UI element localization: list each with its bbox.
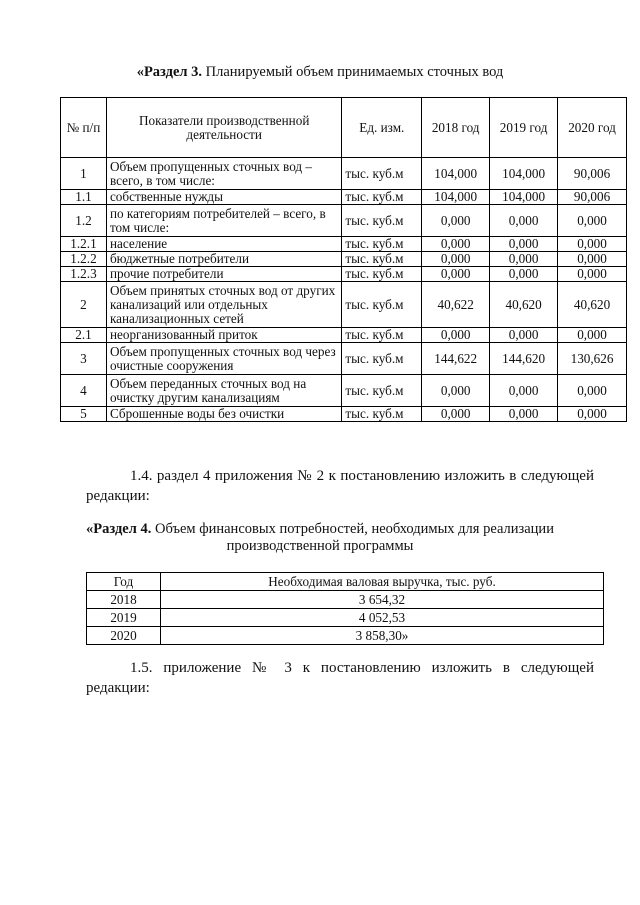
table-row: [61, 190, 627, 205]
section3-table: [60, 97, 627, 422]
row-2019-cell: 0,000: [490, 407, 558, 422]
row-2020-cell: 0,000: [558, 237, 627, 252]
section4-table: [86, 572, 604, 645]
row-2019-cell: 0,000: [490, 237, 558, 252]
row-indicator-cell: Сброшенные воды без очистки: [106, 407, 341, 422]
row-2020-cell: 40,620: [558, 282, 627, 328]
row-2018-cell: 104,000: [422, 190, 490, 205]
row-num-cell: 5: [61, 407, 107, 422]
row-indicator-cell: бюджетные потребители: [106, 252, 341, 267]
section3-title-text: Планируемый объем принимаемых сточных вод: [202, 64, 504, 80]
row-unit-cell: тыс. куб.м: [342, 237, 422, 252]
row-2020-cell: 0,000: [558, 252, 627, 267]
row-2020-cell: 0,000: [558, 328, 627, 343]
row-2018-cell: 104,000: [422, 158, 490, 190]
row-2018-cell: 0,000: [422, 237, 490, 252]
row-unit-cell: тыс. куб.м: [342, 328, 422, 343]
row-2018-cell: 40,622: [422, 282, 490, 328]
row-2018-cell: 0,000: [422, 407, 490, 422]
table-row: [61, 267, 627, 282]
section3-table-body: [61, 158, 627, 422]
section4-title-text: Объем финансовых потребностей, необходимых для реализации: [151, 521, 554, 537]
paragraph-1-5-text: 1.5. приложение № 3 к постановлению изложить в следующей редакции:: [86, 660, 594, 696]
table-row: [61, 375, 627, 407]
row-unit-cell: тыс. куб.м: [342, 343, 422, 375]
row-2020-cell: 90,006: [558, 158, 627, 190]
row-num-cell: 2.1: [61, 328, 107, 343]
section4-title: [0, 521, 640, 555]
header-num: № п/п: [61, 98, 107, 158]
row-num-cell: 2: [61, 282, 107, 328]
table-row: [61, 158, 627, 190]
row-2019-cell: 0,000: [490, 375, 558, 407]
table-header-row: [61, 98, 627, 158]
row-indicator-cell: Объем пропущенных сточных вод – всего, в том числе:: [106, 158, 341, 190]
row-num-cell: 1.1: [61, 190, 107, 205]
table-row: [61, 282, 627, 328]
row-2020-cell: 0,000: [558, 267, 627, 282]
row-2019-cell: 144,620: [490, 343, 558, 375]
row-indicator-cell: прочие потребители: [106, 267, 341, 282]
header-revenue: Необходимая валовая выручка, тыс. руб.: [161, 573, 604, 591]
row-revenue-cell: 4 052,53: [161, 609, 604, 627]
row-2019-cell: 0,000: [490, 328, 558, 343]
paragraph-1-5: [86, 658, 594, 698]
row-indicator-cell: Объем переданных сточных вод на очистку другим канализациям: [106, 375, 341, 407]
row-year-cell: 2020: [87, 627, 161, 645]
table-row: [61, 407, 627, 422]
row-2018-cell: 0,000: [422, 328, 490, 343]
row-unit-cell: тыс. куб.м: [342, 375, 422, 407]
section3-title-bold: «Раздел 3.: [136, 64, 203, 80]
row-2020-cell: 0,000: [558, 407, 627, 422]
header-2018: 2018 год: [422, 98, 490, 158]
table-row: [61, 343, 627, 375]
row-2020-cell: 0,000: [558, 205, 627, 237]
row-indicator-cell: Объем принятых сточных вод от других канализаций или отдельных канализационных сетей: [106, 282, 341, 328]
table-header-row: [87, 573, 604, 591]
row-2019-cell: 40,620: [490, 282, 558, 328]
table-row: [61, 237, 627, 252]
row-2020-cell: 90,006: [558, 190, 627, 205]
header-indicator: Показатели производственной деятельности: [106, 98, 341, 158]
table-row: [87, 591, 604, 609]
row-2018-cell: 144,622: [422, 343, 490, 375]
row-year-cell: 2018: [87, 591, 161, 609]
row-unit-cell: тыс. куб.м: [342, 407, 422, 422]
row-unit-cell: тыс. куб.м: [342, 282, 422, 328]
header-2020: 2020 год: [558, 98, 627, 158]
row-unit-cell: тыс. куб.м: [342, 158, 422, 190]
row-unit-cell: тыс. куб.м: [342, 205, 422, 237]
row-num-cell: 1.2.3: [61, 267, 107, 282]
row-2018-cell: 0,000: [422, 375, 490, 407]
row-2018-cell: 0,000: [422, 252, 490, 267]
table-row: [87, 627, 604, 645]
row-unit-cell: тыс. куб.м: [342, 252, 422, 267]
row-indicator-cell: неорганизованный приток: [106, 328, 341, 343]
row-indicator-cell: Объем пропущенных сточных вод через очистные сооружения: [106, 343, 341, 375]
row-year-cell: 2019: [87, 609, 161, 627]
row-num-cell: 1.2: [61, 205, 107, 237]
row-revenue-cell: 3 858,30»: [161, 627, 604, 645]
row-num-cell: 3: [61, 343, 107, 375]
row-unit-cell: тыс. куб.м: [342, 267, 422, 282]
row-indicator-cell: собственные нужды: [106, 190, 341, 205]
table-row: [61, 328, 627, 343]
table-row: [61, 252, 627, 267]
row-2019-cell: 0,000: [490, 252, 558, 267]
row-2019-cell: 0,000: [490, 267, 558, 282]
row-num-cell: 1: [61, 158, 107, 190]
paragraph-1-4: [86, 466, 594, 506]
row-2018-cell: 0,000: [422, 205, 490, 237]
table-row: [87, 609, 604, 627]
row-unit-cell: тыс. куб.м: [342, 190, 422, 205]
table-row: [61, 205, 627, 237]
row-2019-cell: 104,000: [490, 190, 558, 205]
row-2018-cell: 0,000: [422, 267, 490, 282]
paragraph-1-4-text: 1.4. раздел 4 приложения № 2 к постановлению изложить в следующей редакции:: [86, 468, 594, 504]
header-unit: Ед. изм.: [342, 98, 422, 158]
section4-title-line2: производственной программы: [226, 538, 414, 554]
section4-table-body: [87, 591, 604, 645]
row-num-cell: 1.2.2: [61, 252, 107, 267]
row-2019-cell: 104,000: [490, 158, 558, 190]
row-num-cell: 1.2.1: [61, 237, 107, 252]
row-2020-cell: 130,626: [558, 343, 627, 375]
header-year: Год: [87, 573, 161, 591]
row-revenue-cell: 3 654,32: [161, 591, 604, 609]
row-indicator-cell: население: [106, 237, 341, 252]
row-indicator-cell: по категориям потребителей – всего, в том числе:: [106, 205, 341, 237]
section3-title: [0, 64, 640, 81]
row-num-cell: 4: [61, 375, 107, 407]
header-2019: 2019 год: [490, 98, 558, 158]
section4-title-bold: «Раздел 4.: [86, 521, 152, 537]
row-2020-cell: 0,000: [558, 375, 627, 407]
row-2019-cell: 0,000: [490, 205, 558, 237]
